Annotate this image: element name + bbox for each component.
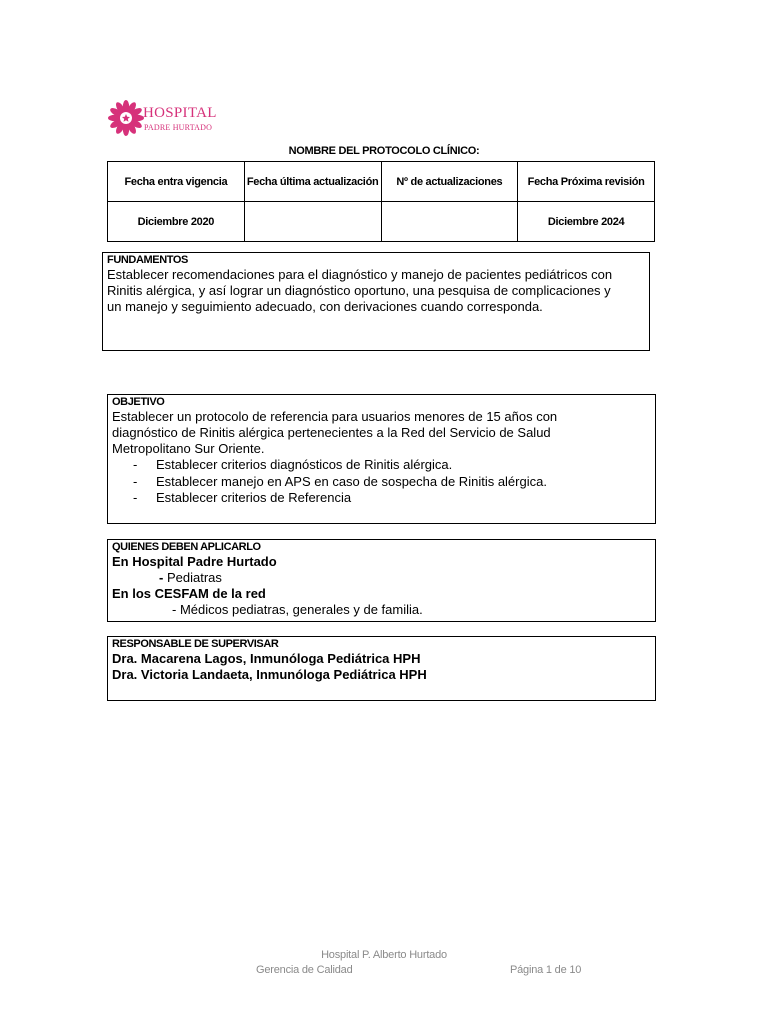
supervisar-box — [107, 636, 656, 701]
objetivo-line: Establecer un protocolo de referencia para usuarios menores de 15 años con — [112, 409, 558, 424]
supervisar-title: RESPONSABLE DE SUPERVISAR — [112, 638, 279, 650]
dash-marker: - — [133, 457, 138, 472]
fundamentos-line: Establecer recomendaciones para el diagnóstico y manejo de pacientes pediátricos con — [107, 267, 613, 282]
dates-table — [107, 161, 655, 242]
fundamentos-title: FUNDAMENTOS — [107, 254, 188, 266]
list-item — [112, 490, 651, 507]
value-cell: Diciembre 2024 — [518, 202, 655, 242]
protocol-title: NOMBRE DEL PROTOCOLO CLÍNICO: — [288, 145, 480, 157]
logo-subtitle: PADRE HURTADO — [144, 123, 213, 132]
fundamentos-line: Rinitis alérgica, y así lograr un diagnóstico oportuno, una pesquisa de complicaciones y — [107, 283, 611, 298]
cesfam-label: En los CESFAM de la red — [112, 586, 266, 601]
hospital-label: En Hospital Padre Hurtado — [112, 554, 277, 569]
fundamentos-line: un manejo y seguimiento adecuado, con derivaciones cuando corresponda. — [107, 299, 543, 314]
dash-marker: - — [133, 490, 138, 505]
quienes-box — [107, 539, 656, 622]
quienes-title: QUIENES DEBEN APLICARLO — [112, 541, 261, 553]
bullet-text: Establecer criterios diagnósticos de Rinitis alérgica. — [156, 457, 453, 472]
footer-hospital: Hospital P. Alberto Hurtado — [321, 949, 447, 961]
list-item — [112, 457, 651, 474]
supervisor-name: Dra. Victoria Landaeta, Inmunóloga Pediátrica HPH — [112, 667, 427, 682]
objetivo-box — [107, 394, 656, 524]
footer-department: Gerencia de Calidad — [256, 964, 353, 976]
hospital-item-text: Pediatras — [163, 570, 222, 585]
header-cell: Fecha última actualización — [244, 162, 381, 202]
bullet-text: Establecer manejo en APS en caso de sospecha de Rinitis alérgica. — [156, 473, 547, 489]
header-cell: Fecha Próxima revisión — [518, 162, 655, 202]
dash-marker: - — [133, 473, 138, 489]
header-cell: Fecha entra vigencia — [108, 162, 245, 202]
objetivo-line: Metropolitano Sur Oriente. — [112, 441, 265, 456]
hospital-item — [112, 570, 651, 586]
objetivo-line: diagnóstico de Rinitis alérgica pertenecientes a la Red del Servicio de Salud — [112, 425, 551, 440]
value-cell: Diciembre 2020 — [108, 202, 245, 242]
dash-marker: - — [159, 570, 164, 585]
value-cell — [381, 202, 518, 242]
fundamentos-box — [102, 252, 650, 351]
value-cell — [244, 202, 381, 242]
objetivo-title: OBJETIVO — [112, 396, 165, 408]
dates-value-row — [108, 202, 655, 242]
dates-header-row — [108, 162, 655, 202]
bullet-text: Establecer criterios de Referencia — [156, 490, 352, 505]
objetivo-bullets — [112, 457, 651, 507]
footer-page-number: Página 1 de 10 — [510, 964, 582, 976]
logo-title: HOSPITAL — [143, 105, 217, 121]
cesfam-item: - Médicos pediatras, generales y de familia. — [172, 602, 423, 617]
supervisor-name: Dra. Macarena Lagos, Inmunóloga Pediátrica HPH — [112, 651, 421, 666]
list-item — [112, 474, 651, 491]
header-cell: Nº de actualizaciones — [381, 162, 518, 202]
